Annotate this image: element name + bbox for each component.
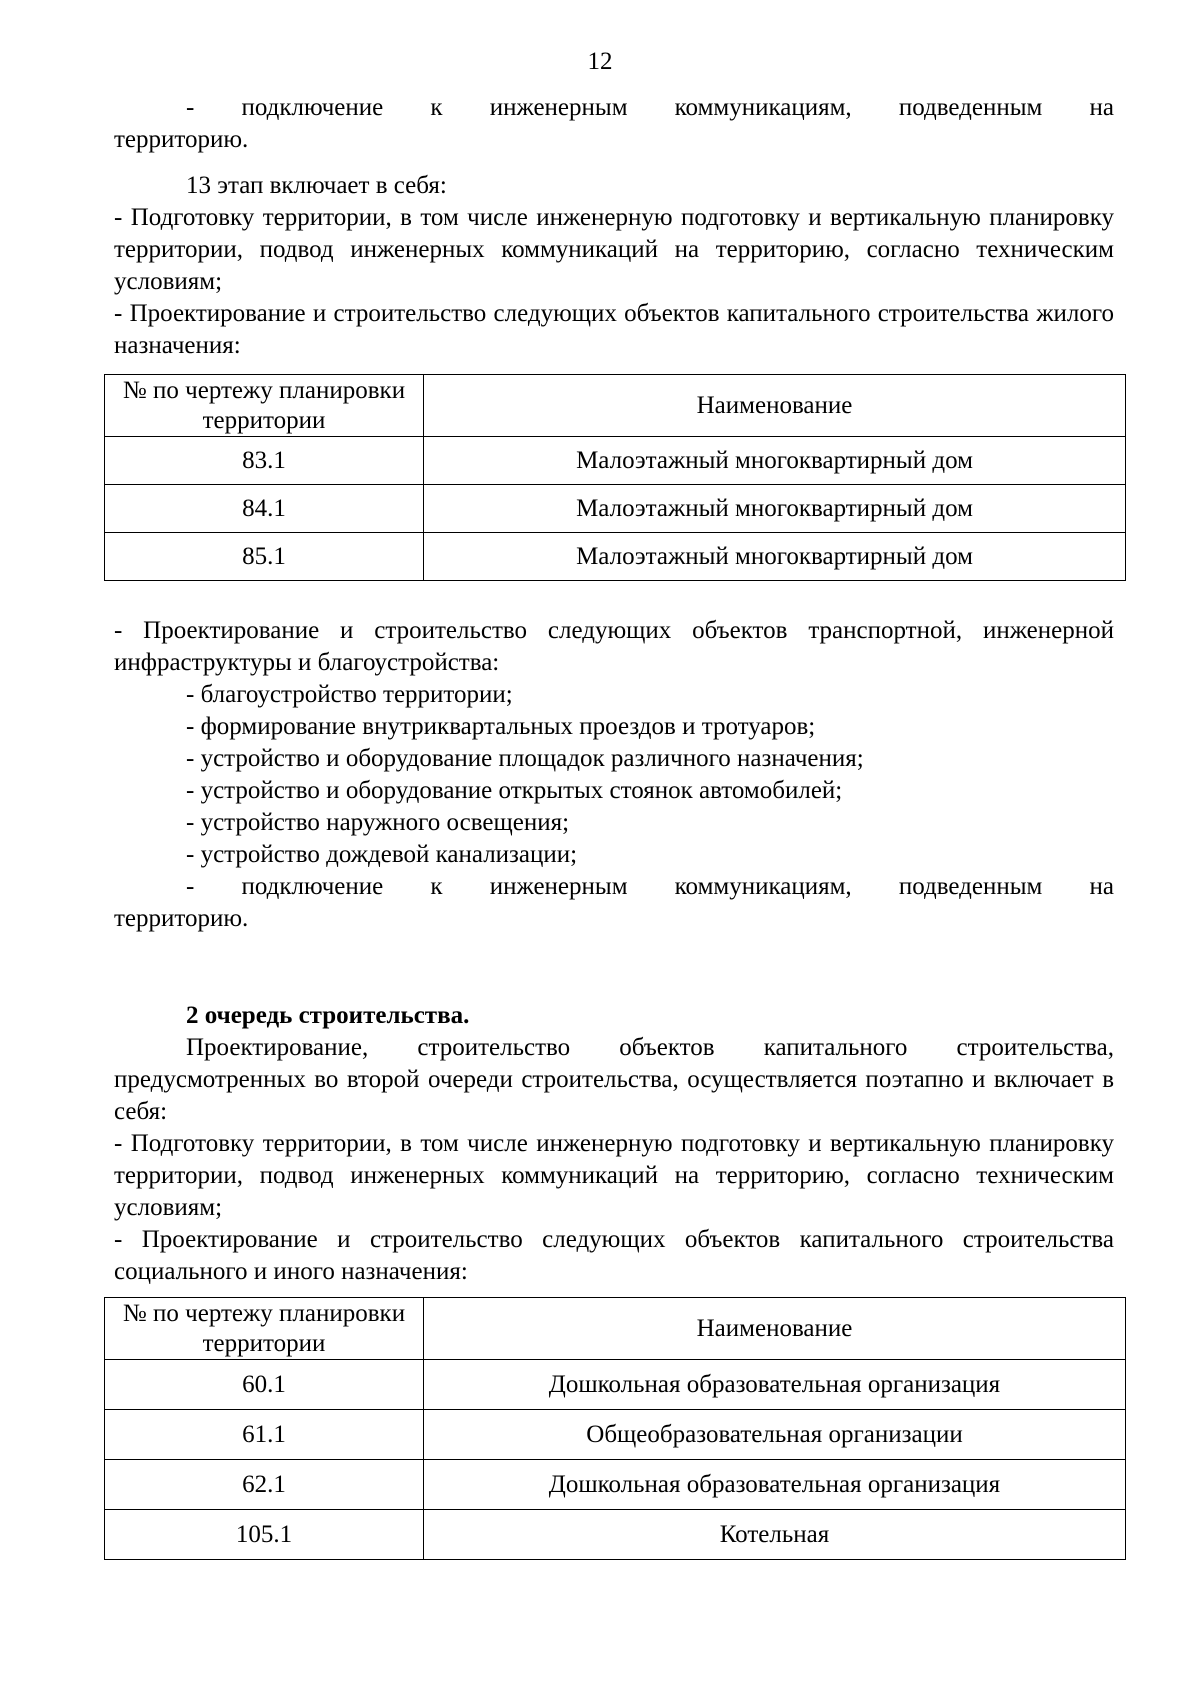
cell-number: 85.1 — [105, 533, 424, 581]
stage13-heading: 13 этап включает в себя: — [186, 172, 447, 199]
stage13-table — [104, 374, 1126, 581]
list-item: - устройство наружного освещения; — [186, 809, 570, 836]
cell-number: 60.1 — [105, 1360, 424, 1410]
cell-number: 84.1 — [105, 485, 424, 533]
table-row — [105, 1410, 1126, 1460]
infra-intro-paragraph: - Проектирование и строительство следующих объектов транспортной, инженерной инфраструктуры и благоустройства: — [114, 617, 1114, 676]
queue2-table — [104, 1297, 1126, 1560]
list-item: - устройство и оборудование площадок различного назначения; — [186, 745, 864, 772]
list-item: - благоустройство территории; — [186, 681, 513, 708]
column-header-number: № по чертежу планировки территории — [105, 1298, 424, 1360]
intro-continuation — [114, 92, 1114, 156]
stage13-infrastructure — [114, 615, 1114, 935]
cell-name: Малоэтажный многоквартирный дом — [424, 437, 1126, 485]
connect-line-b: территорию. — [114, 905, 249, 932]
cell-name: Котельная — [424, 1510, 1126, 1560]
page-number: 12 — [587, 48, 613, 75]
stage13-design-paragraph: - Проектирование и строительство следующих объектов капитального строительства жилого назначения: — [114, 300, 1114, 359]
cell-number: 83.1 — [105, 437, 424, 485]
column-header-number: № по чертежу планировки территории — [105, 375, 424, 437]
table-header-row — [105, 375, 1126, 437]
list-item: - устройство дождевой канализации; — [186, 841, 578, 868]
cell-name: Малоэтажный многоквартирный дом — [424, 485, 1126, 533]
cell-number: 61.1 — [105, 1410, 424, 1460]
intro-line-b: территорию. — [114, 126, 249, 153]
intro-line-a: - подключение к инженерным коммуникациям, подведенным на — [186, 94, 1114, 121]
queue2-section — [114, 1000, 1114, 1288]
stage13-prep-paragraph: - Подготовку территории, в том числе инженерную подготовку и вертикальную планировку территории, подвод инженерных коммуникаций на территорию, согласно техническим условиям; — [114, 204, 1114, 295]
list-item: - формирование внутриквартальных проездов и тротуаров; — [186, 713, 816, 740]
cell-name: Малоэтажный многоквартирный дом — [424, 533, 1126, 581]
cell-name: Дошкольная образовательная организация — [424, 1460, 1126, 1510]
queue2-prep-paragraph: - Подготовку территории, в том числе инженерную подготовку и вертикальную планировку территории, подвод инженерных коммуникаций на территорию, согласно техническим условиям; — [114, 1130, 1114, 1221]
table-row — [105, 533, 1126, 581]
cell-name: Дошкольная образовательная организация — [424, 1360, 1126, 1410]
table-row — [105, 1510, 1126, 1560]
cell-name: Общеобразовательная организации — [424, 1410, 1126, 1460]
table-header-row — [105, 1298, 1126, 1360]
column-header-name: Наименование — [424, 375, 1126, 437]
queue2-intro-paragraph: Проектирование, строительство объектов капитального строительства, предусмотренных во второй очереди строительства, осуществляется поэтапно и включает в себя: — [114, 1034, 1114, 1125]
table-row — [105, 1360, 1126, 1410]
table-row — [105, 485, 1126, 533]
stage13-section — [114, 170, 1114, 362]
cell-number: 105.1 — [105, 1510, 424, 1560]
table-row — [105, 1460, 1126, 1510]
queue2-heading: 2 очередь строительства. — [186, 1002, 470, 1029]
column-header-name: Наименование — [424, 1298, 1126, 1360]
list-item: - устройство и оборудование открытых стоянок автомобилей; — [186, 777, 843, 804]
connect-line-a: - подключение к инженерным коммуникациям, подведенным на — [186, 873, 1114, 900]
table-row — [105, 437, 1126, 485]
queue2-design-paragraph: - Проектирование и строительство следующих объектов капитального строительства социального и иного назначения: — [114, 1226, 1114, 1285]
cell-number: 62.1 — [105, 1460, 424, 1510]
